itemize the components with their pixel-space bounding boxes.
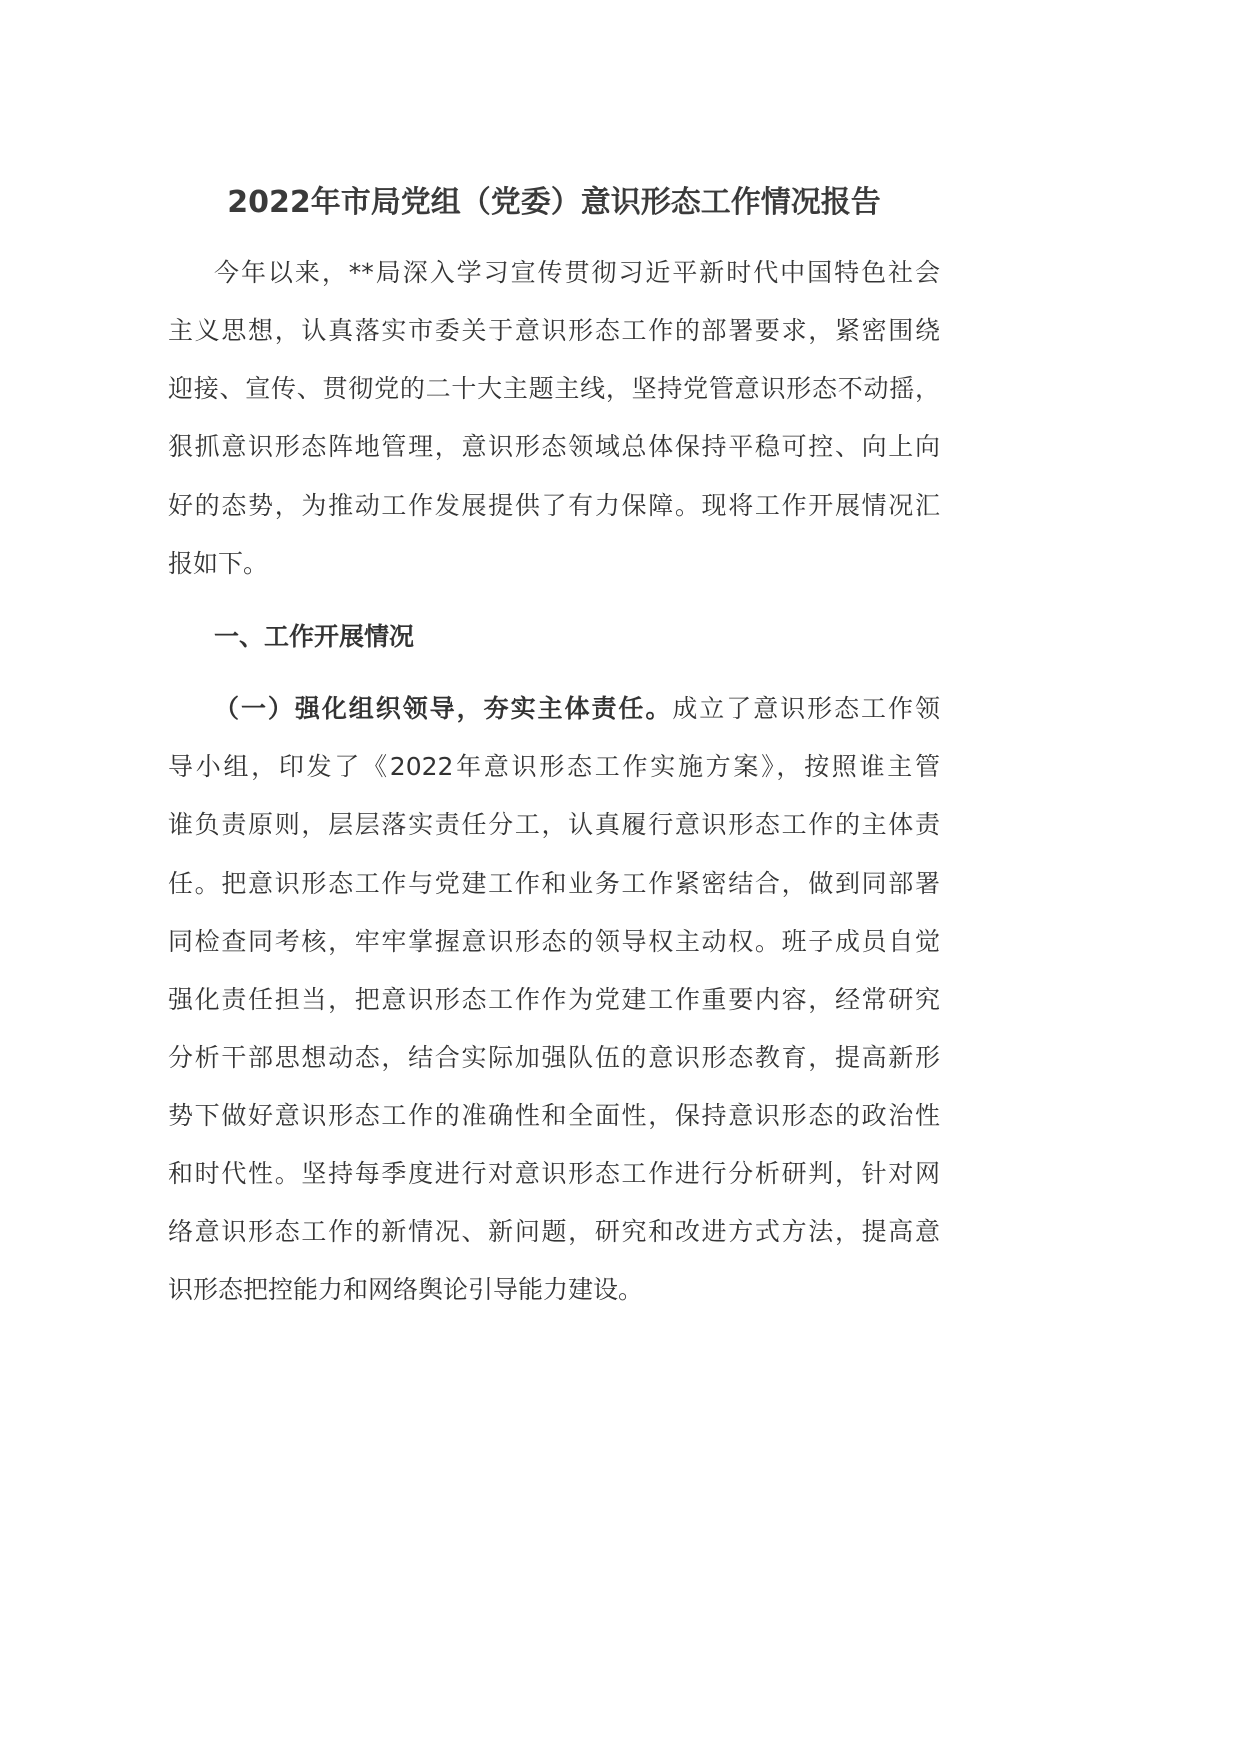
text-line: 分析干部思想动态，结合实际加强队伍的意识形态教育，提高新形	[168, 1043, 940, 1072]
text-line	[168, 689, 940, 729]
text-line: 主义思想，认真落实市委关于意识形态工作的部署要求，紧密围绕	[168, 316, 940, 345]
text-line: 同检查同考核，牢牢掌握意识形态的领导权主动权。班子成员自觉	[168, 927, 940, 956]
text-line: 和时代性。坚持每季度进行对意识形态工作进行分析研判，针对网	[168, 1159, 940, 1188]
text-span: 成立了意识形态工作领	[672, 694, 940, 723]
section-heading: 一、工作开展情况	[214, 622, 415, 651]
text-line: 络意识形态工作的新情况、新问题，研究和改进方式方法，提高意	[168, 1217, 940, 1246]
text-line: 识形态把控能力和网络舆论引导能力建设。	[168, 1275, 644, 1304]
text-line: 今年以来，**局深入学习宣传贯彻习近平新时代中国特色社会	[214, 258, 940, 287]
text-line: 强化责任担当，把意识形态工作作为党建工作重要内容，经常研究	[168, 985, 940, 1014]
document-title: 2022年市局党组（党委）意识形态工作情况报告	[227, 185, 881, 220]
text-line: 好的态势，为推动工作发展提供了有力保障。现将工作开展情况汇	[168, 491, 940, 520]
text-line: 势下做好意识形态工作的准确性和全面性，保持意识形态的政治性	[168, 1101, 940, 1130]
text-line: 导小组，印发了《2022年意识形态工作实施方案》，按照谁主管	[168, 752, 940, 781]
text-line: 任。把意识形态工作与党建工作和业务工作紧密结合，做到同部署	[168, 869, 940, 898]
text-line: 迎接、宣传、贯彻党的二十大主题主线，坚持党管意识形态不动摇，	[168, 374, 940, 403]
text-line: 狠抓意识形态阵地管理，意识形态领域总体保持平稳可控、向上向	[168, 432, 940, 461]
text-line: 谁负责原则，层层落实责任分工，认真履行意识形态工作的主体责	[168, 810, 940, 839]
text-line: 报如下。	[168, 549, 269, 578]
subsection-heading: （一）强化组织领导，夯实主体责任。	[214, 694, 673, 723]
